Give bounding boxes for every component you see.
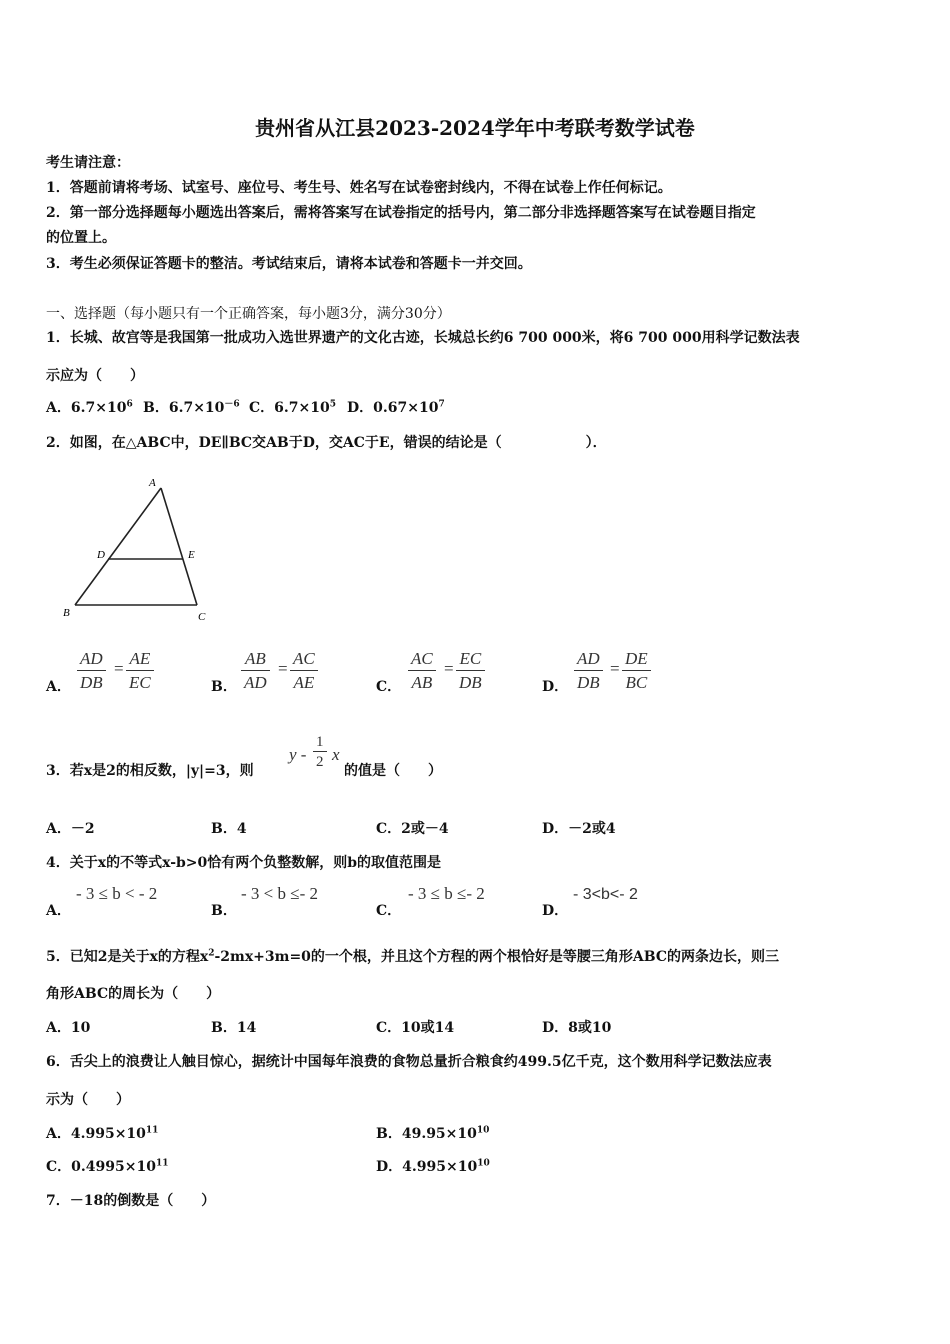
q2-option-a-frac-right: $\frac{AE}{EC}$ [126,648,154,695]
q5-stem-line-2: 角形ABC的周长为（ ） [46,986,221,1002]
notice-line-2a: 2．第一部分选择题每小题选出答案后，需将答案写在试卷指定的括号内，第二部分非选择题答案写在试卷题目指定 [46,205,756,221]
q3-option-a: A．－2 [46,821,95,837]
vertex-c-label: C [198,611,206,623]
q6-stem-line-2: 示为（ ） [46,1092,130,1108]
q6-option-d: D．$4.995\times 10^{10}$ [376,1158,490,1175]
q4-option-c-label: C． [376,903,402,919]
q4-option-c: - 3 ≤ b ≤- 2 [408,884,485,903]
q2-option-a-label: A． [46,679,71,695]
q5-option-b: B．14 [211,1020,257,1036]
q4-option-d-label: D． [542,903,569,919]
q4-option-a-label: A． [46,903,71,919]
point-e-label: E [188,549,195,561]
q3-stem-post: 的值是（ ） [344,763,442,779]
q4-option-a: - 3 ≤ b < - 2 [76,884,158,903]
q2-option-b-label: B． [211,679,237,695]
q2-triangle-figure [55,470,225,630]
q4-option-b: - 3 < b ≤- 2 [241,884,318,903]
q2-stem: 2．如图，在△ABC中，DE∥BC交AB于D，交AC于E，错误的结论是（ ）． [46,435,607,451]
notice-heading: 考生请注意： [46,155,130,171]
q3-expr-half: $\frac{1}{2}$ [313,733,327,772]
vertex-a-label: A [149,477,156,489]
q6-option-b: B．$49.95\times 10^{10}$ [376,1125,490,1142]
q1-option-a: A．$6.7\times 10^6$ [46,399,133,416]
notice-line-2b: 的位置上。 [46,230,116,246]
notice-line-1: 1．答题前请将考场、试室号、座位号、考生号、姓名写在试卷密封线内，不得在试卷上作任何标记。 [46,180,672,196]
q2-option-d-label: D． [542,679,569,695]
q2-option-b-frac-right: $\frac{AC}{AE}$ [290,648,318,695]
side-ab [75,488,161,605]
q2-option-d-frac-left: $\frac{AD}{DB}$ [574,648,603,695]
q5-option-d: D．8或10 [542,1020,612,1036]
q2-option-c-frac-left: $\frac{AC}{AB}$ [408,648,436,695]
side-ac [161,488,197,605]
q3-stem-pre: 3．若x是2的相反数，|y|=3，则 [46,763,254,779]
q3-expr-y: y - [289,745,307,764]
q5-option-c: C．10或14 [376,1020,455,1036]
q1-option-d: D．$0.67\times 10^7$ [347,399,445,416]
q1-option-b: B．$6.7\times 10^{-6}$ [143,399,240,416]
q6-option-a: A．$4.995\times 10^{11}$ [46,1125,159,1142]
q7-stem: 7．－18的倒数是（ ） [46,1193,216,1209]
q2-option-d-equals: = [610,659,620,678]
q2-option-a-equals: = [114,659,124,678]
q5-stem-line-1: 5．已知2是关于x的方程$x^2-2mx+3m=0$的一个根，并且这个方程的两个根恰好是等腰三角形ABC的两条边长，则三 [46,948,780,965]
q6-stem-line-1: 6．舌尖上的浪费让人触目惊心，据统计中国每年浪费的食物总量折合粮食约499.5亿千克，这个数用科学记数法应表 [46,1054,772,1070]
q6-option-c: C．$0.4995\times 10^{11}$ [46,1158,169,1175]
q2-option-c-frac-right: $\frac{EC}{DB}$ [456,648,485,695]
q2-option-d-frac-right: $\frac{DE}{BC}$ [622,648,651,695]
section-heading: 一、选择题（每小题只有一个正确答案，每小题3分，满分30分） [46,306,451,322]
vertex-b-label: B [63,607,70,619]
q2-option-a-frac-left: $\frac{AD}{DB}$ [77,648,106,695]
q3-option-d: D．－2或4 [542,821,616,837]
q3-option-c: C．2或－4 [376,821,449,837]
q4-stem: 4．关于x的不等式x-b>0恰有两个负整数解，则b的取值范围是 [46,855,442,871]
q2-option-c-equals: = [444,659,454,678]
q2-option-b-frac-left: $\frac{AB}{AD}$ [241,648,270,695]
q4-option-d: - 3<b<- 2 [573,886,638,903]
q5-option-a: A．10 [46,1020,91,1036]
q1-stem-line-2: 示应为（ ） [46,368,144,384]
q4-option-b-label: B． [211,903,237,919]
q3-option-b: B．4 [211,821,247,837]
notice-line-3: 3．考生必须保证答题卡的整洁。考试结束后，请将本试卷和答题卡一并交回。 [46,256,532,272]
q2-option-b-equals: = [278,659,288,678]
q3-expr-x: x [332,745,340,764]
q1-stem-line-1: 1．长城、故宫等是我国第一批成功入选世界遗产的文化古迹，长城总长约6 700 000米，将6 700 000用科学记数法表 [46,330,800,346]
point-d-label: D [97,549,105,561]
exam-title: 贵州省从江县2023-2024学年中考联考数学试卷 [255,116,695,140]
q2-option-c-label: C． [376,679,402,695]
q1-option-c: C．$6.7\times 10^5$ [249,399,336,416]
